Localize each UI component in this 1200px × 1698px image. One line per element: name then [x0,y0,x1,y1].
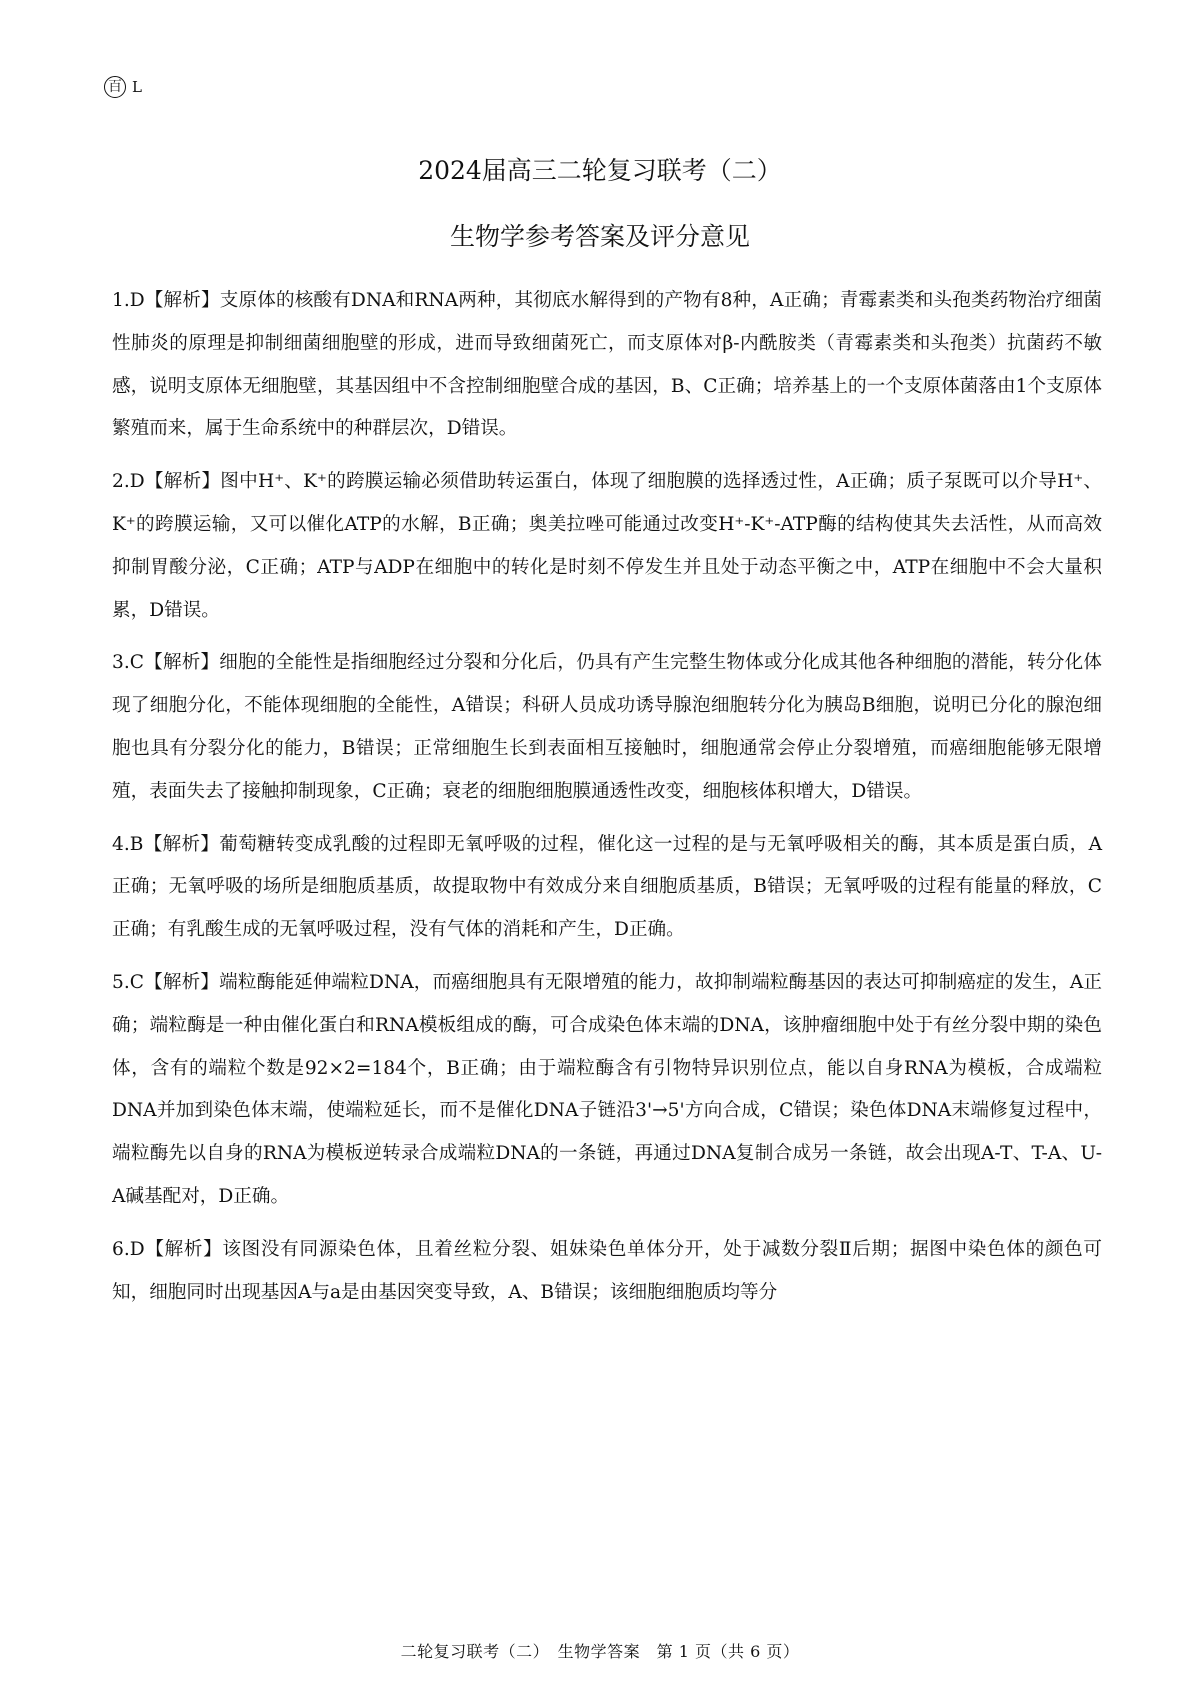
answer-item-6: 6.D【解析】该图没有同源染色体，且着丝粒分裂、姐妹染色单体分开，处于减数分裂Ⅱ后期；据图中染色体的颜色可知，细胞同时出现基因A与a是由基因突变导致，A、B错误；该细胞细胞质均等分 [112,1238,1102,1303]
answer-item-1: 1.D【解析】支原体的核酸有DNA和RNA两种，其彻底水解得到的产物有8种，A正确；青霉素类和头孢类药物治疗细菌性肺炎的原理是抑制细菌细胞壁的形成，进而导致细菌死亡，而支原体对β-内酰胺类（青霉素类和头孢类）抗菌药不敏感，说明支原体无细胞壁，其基因组中不含控制细胞壁合成的基因，B、C正确；培养基上的一个支原体菌落由1个支原体繁殖而来，属于生命系统中的种群层次，D错误。 [112,290,1102,440]
answer-item-4: 4.B【解析】葡萄糖转变成乳酸的过程即无氧呼吸的过程，催化这一过程的是与无氧呼吸相关的酶，其本质是蛋白质，A正确；无氧呼吸的场所是细胞质基质，故提取物中有效成分来自细胞质基质，B错误；无氧呼吸的过程有能量的释放，C正确；有乳酸生成的无氧呼吸过程，没有气体的消耗和产生，D正确。 [112,833,1102,941]
version-letter: L [132,78,142,96]
publisher-mark [104,76,142,98]
answer-item-3: 3.C【解析】细胞的全能性是指细胞经过分裂和分化后，仍具有产生完整生物体或分化成其他各种细胞的潜能，转分化体现了细胞分化，不能体现细胞的全能性，A错误；科研人员成功诱导腺泡细胞转分化为胰岛B细胞，说明已分化的腺泡细胞也具有分裂分化的能力，B错误；正常细胞生长到表面相互接触时，细胞通常会停止分裂增殖，而癌细胞能够无限增殖，表面失去了接触抑制现象，C正确；衰老的细胞细胞膜通透性改变，细胞核体积增大，D错误。 [112,652,1102,802]
circle-logo-icon: 百 [104,76,126,98]
page-footer: 二轮复习联考（二） 生物学答案 第 1 页（共 6 页） [400,1642,800,1661]
document-subtitle: 生物学参考答案及评分意见 [449,222,750,251]
answer-item-2: 2.D【解析】图中H⁺、K⁺的跨膜运输必须借助转运蛋白，体现了细胞膜的选择透过性，A正确；质子泵既可以介导H⁺、K⁺的跨膜运输，又可以催化ATP的水解，B正确；奥美拉唑可能通过改变H⁺-K⁺-ATP酶的结构使其失去活性，从而高效抑制胃酸分泌，C正确；ATP与ADP在细胞中的转化是时刻不停发生并且处于动态平衡之中，ATP在细胞中不会大量积累，D错误。 [112,471,1102,621]
answer-item-5: 5.C【解析】端粒酶能延伸端粒DNA，而癌细胞具有无限增殖的能力，故抑制端粒酶基因的表达可抑制癌症的发生，A正确；端粒酶是一种由催化蛋白和RNA模板组成的酶，可合成染色体末端的DNA，该肿瘤细胞中处于有丝分裂中期的染色体，含有的端粒个数是92×2=184个，B正确；由于端粒酶含有引物特异识别位点，能以自身RNA为模板，合成端粒DNA并加到染色体末端，使端粒延长，而不是催化DNA子链沿3'→5'方向合成，C错误；染色体DNA末端修复过程中，端粒酶先以自身的RNA为模板逆转录合成端粒DNA的一条链，再通过DNA复制合成另一条链，故会出现A-T、T-A、U-A碱基配对，D正确。 [112,971,1102,1207]
answer-list [112,280,1102,1314]
document-title: 2024届高三二轮复习联考（二） [418,156,782,185]
